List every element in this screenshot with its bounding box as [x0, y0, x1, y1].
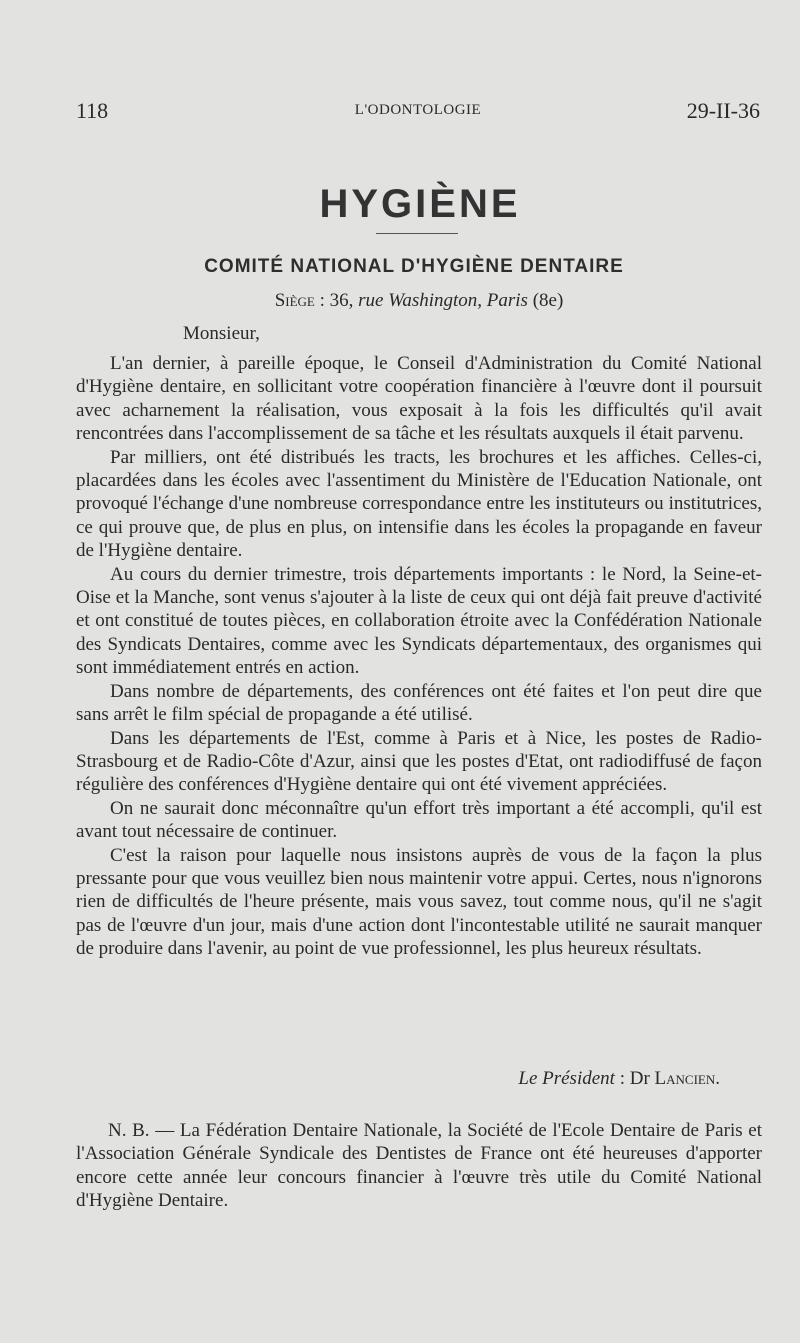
address-arrondissement: (8e): [527, 290, 564, 311]
paragraph: Au cours du dernier trimestre, trois départements importants : le Nord, la Seine-et-Oise et la Manche, sont venus s'ajouter à la liste de ceux qui ont déjà fait preuve d'activité et ont constitué de toutes pièces, en collaboration étroite avec la Confédération Nationale des Syndicats Dentaires, comme avec les Syndicats départementaux, des organismes qui sont immédiatement entrés en action.: [76, 563, 762, 679]
signature-title: : Dr: [614, 1068, 655, 1089]
committee-title: COMITÉ NATIONAL D'HYGIÈNE DENTAIRE: [204, 256, 624, 277]
nota-bene: [76, 1119, 762, 1213]
paragraph: Dans les départements de l'Est, comme à Paris et à Nice, les postes de Radio-Strasbourg et de Radio-Côte d'Azur, ainsi que les postes d'Etat, ont radiodiffusé de façon régulière des conférences d'Hygiène dentaire qui ont été vivement appréciées.: [76, 727, 762, 796]
paragraph: L'an dernier, à pareille époque, le Conseil d'Administration du Comité National d'Hygiène dentaire, en sollicitant votre coopération financière à l'œuvre dont il poursuit avec acharnement la réalisation, vous exposait à la fois les difficultés qu'il avait rencontrées dans l'accomplissement de sa tâche et les résultats auxquels il était parvenu.: [76, 353, 762, 445]
journal-title: L'ODONTOLOGIE: [354, 102, 482, 118]
paragraph: On ne saurait donc méconnaître qu'un effort très important a été accompli, qu'il est avant tout nécessaire de continuer.: [76, 797, 762, 843]
signature-name: Lancien.: [654, 1068, 720, 1089]
address-label: Siège: [274, 290, 315, 311]
letter-body: [76, 352, 762, 961]
address-street: rue Washington, Paris: [358, 290, 528, 311]
issue-date: 29-II-36: [686, 98, 760, 123]
paragraph: Dans nombre de départements, des conférences ont été faites et l'on peut dire que sans arrêt le film spécial de propagande a été utilisé.: [76, 680, 762, 726]
section-title: HYGIÈNE: [319, 182, 521, 226]
address-number: : 36,: [314, 290, 359, 311]
signature: [518, 1068, 720, 1090]
paragraph: C'est la raison pour laquelle nous insistons auprès de vous de la façon la plus pressante pour que vous veuillez bien nous maintenir votre appui. Certes, nous n'ignorons rien de difficultés de l'heure présente, mais vous savez, tout comme nous, qu'il ne s'agit pas de l'œuvre d'un jour, mais d'une action dont l'incontestable utilité ne saurait manquer de produire dans l'avenir, au point de vue professionnel, les plus heureux résultats.: [76, 844, 762, 960]
signature-role: Le Président: [518, 1068, 615, 1089]
note-paragraph: N. B. — La Fédération Dentaire Nationale, la Société de l'Ecole Dentaire de Paris et l'Association Générale Syndicale des Dentistes de France ont été heureuses d'apporter encore cette année leur concours financier à l'œuvre très utile du Comité National d'Hygiène Dentaire.: [76, 1120, 762, 1212]
running-head: [76, 98, 760, 128]
title-divider: [376, 233, 458, 234]
committee-address: [0, 290, 800, 312]
salutation: Monsieur,: [183, 323, 260, 344]
page-number: 118: [76, 98, 109, 123]
paragraph: Par milliers, ont été distribués les tracts, les brochures et les affiches. Celles-ci, placardées dans les écoles avec l'assentiment du Ministère de l'Education Nationale, ont provoqué l'échange d'une nombreuse correspondance entre les instituteurs ou institutrices, ce qui prouve que, de plus en plus, on intensifie dans les écoles la propagande en faveur de l'Hygiène dentaire.: [76, 446, 762, 562]
